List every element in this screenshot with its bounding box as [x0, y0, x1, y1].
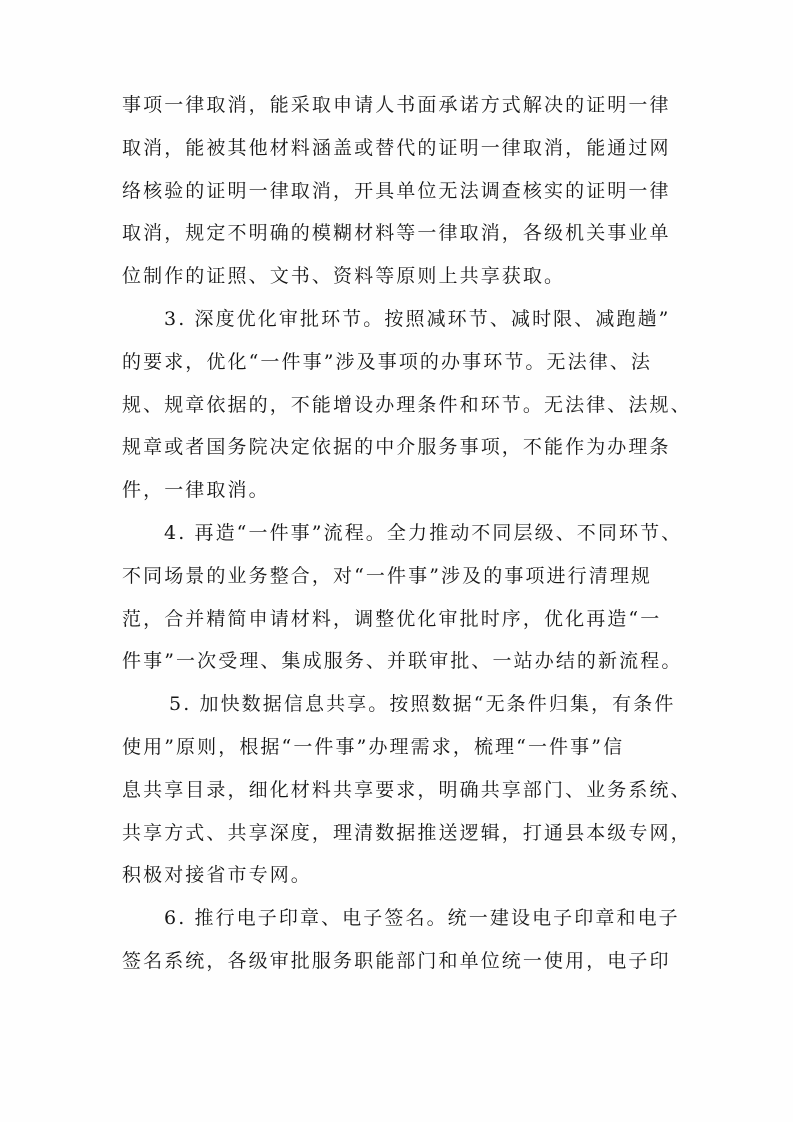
text-line: 事项一律取消，能采取申请人书面承诺方式解决的证明一律: [122, 94, 671, 116]
text-line: 件事”一次受理、集成服务、并联审批、一站办结的新流程。: [122, 650, 683, 673]
text-line: 取消，能被其他材料涵盖或替代的证明一律取消，能通过网: [122, 136, 671, 159]
text-line: 息共享目录，细化材料共享要求，明确共享部门、业务系统、: [122, 778, 692, 801]
text-line: 规章或者国务院决定依据的中介服务事项，不能作为办理条: [122, 436, 671, 459]
text-line: 签名系统，各级审批服务职能部门和单位统一使用，电子印: [122, 949, 671, 972]
paragraph-4-heading-line: 4. 再造“一件事”流程。全力推动不同层级、不同环节、: [164, 521, 683, 544]
text-line: 不同场景的业务整合，对“一件事”涉及的事项进行清理规: [122, 564, 653, 587]
text-line: 使用”原则，根据“一件事”办理需求，梳理“一件事”信: [122, 735, 625, 758]
text-line: 共享方式、共享深度，理清数据推送逻辑，打通县本级专网，: [122, 821, 692, 844]
text-line: 的要求，优化“一件事”涉及事项的办事环节。无法律、法: [122, 350, 653, 373]
text-line: 积极对接省市专网。: [122, 864, 312, 887]
paragraph-3-heading-line: 3. 深度优化审批环节。按照减环节、减时限、减跑趟”: [164, 307, 671, 330]
paragraph-6-heading-line: 6. 推行电子印章、电子签名。统一建设电子印章和电子: [164, 907, 680, 930]
text-line: 范，合并精简申请材料，调整优化审批时序，优化再造“一: [122, 607, 662, 630]
text-line: 位制作的证照、文书、资料等原则上共享获取。: [122, 265, 566, 288]
text-line: 件，一律取消。: [122, 479, 270, 502]
body-text: [122, 84, 692, 983]
paragraph-5-heading-line: 5. 加快数据信息共享。按照数据“无条件归集，有条件: [169, 693, 676, 716]
text-line: 规、规章依据的，不能增设办理条件和环节。无法律、法规、: [122, 393, 692, 416]
text-line: 络核验的证明一律取消，开具单位无法调查核实的证明一律: [122, 179, 671, 202]
text-line: 取消，规定不明确的模糊材料等一律取消，各级机关事业单: [122, 222, 671, 245]
